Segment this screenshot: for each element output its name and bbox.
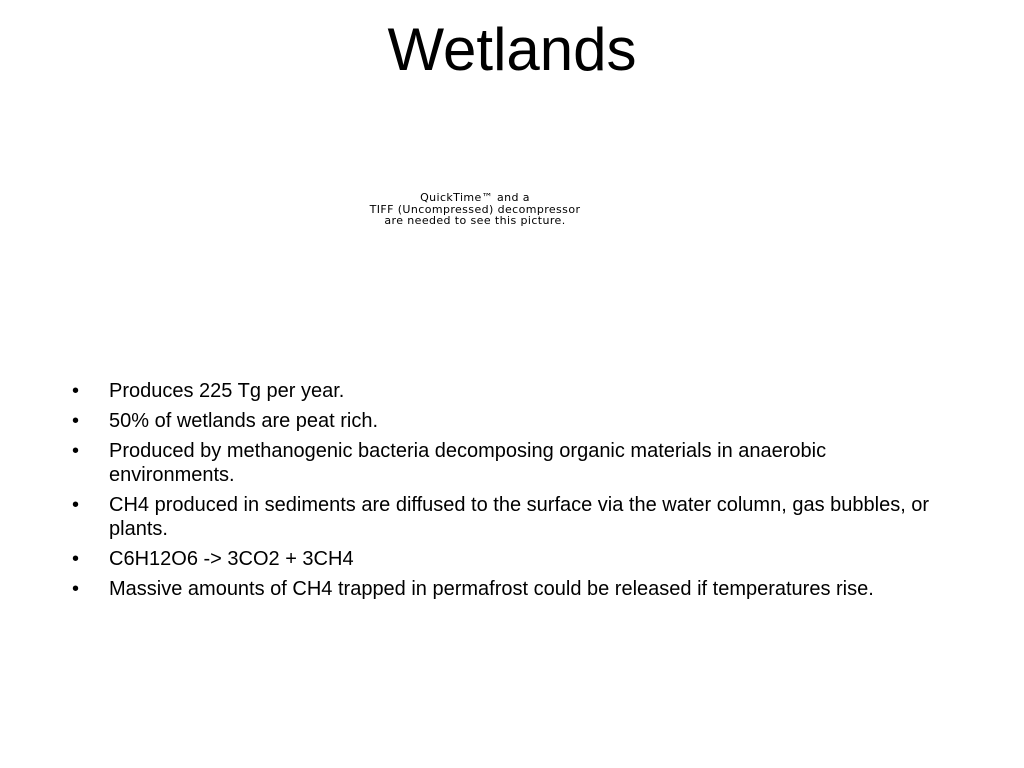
bullet-text: Produces 225 Tg per year. bbox=[109, 380, 345, 402]
bullet-text: C6H12O6 -> 3CO2 + 3CH4 bbox=[109, 548, 354, 570]
bullet-dot-icon: • bbox=[72, 578, 80, 600]
missing-image-placeholder bbox=[318, 192, 632, 227]
bullet-text: Massive amounts of CH4 trapped in permafrost could be released if temperatures rise. bbox=[109, 578, 874, 600]
bullet-item bbox=[72, 493, 952, 541]
bullet-dot-icon: • bbox=[72, 380, 80, 402]
bullet-dot-icon: • bbox=[72, 410, 80, 432]
placeholder-line: QuickTime™ and a bbox=[420, 191, 530, 204]
placeholder-line: TIFF (Uncompressed) decompressor bbox=[369, 202, 581, 216]
bullet-item bbox=[72, 547, 952, 571]
bullet-item bbox=[72, 577, 952, 601]
bullet-item bbox=[72, 439, 952, 487]
bullet-list bbox=[72, 379, 952, 607]
bullet-item bbox=[72, 409, 952, 433]
bullet-text: CH4 produced in sediments are diffused to the surface via the water column, gas bubbles, or plants. bbox=[109, 494, 930, 540]
bullet-text: 50% of wetlands are peat rich. bbox=[109, 410, 379, 432]
bullet-text: Produced by methanogenic bacteria decomposing organic materials in anaerobic environments. bbox=[109, 440, 827, 486]
bullet-dot-icon: • bbox=[72, 548, 80, 570]
placeholder-line: are needed to see this picture. bbox=[384, 214, 566, 227]
bullet-dot-icon: • bbox=[72, 440, 80, 462]
bullet-item bbox=[72, 379, 952, 403]
slide-title: Wetlands bbox=[387, 16, 637, 83]
bullet-dot-icon: • bbox=[72, 494, 80, 516]
